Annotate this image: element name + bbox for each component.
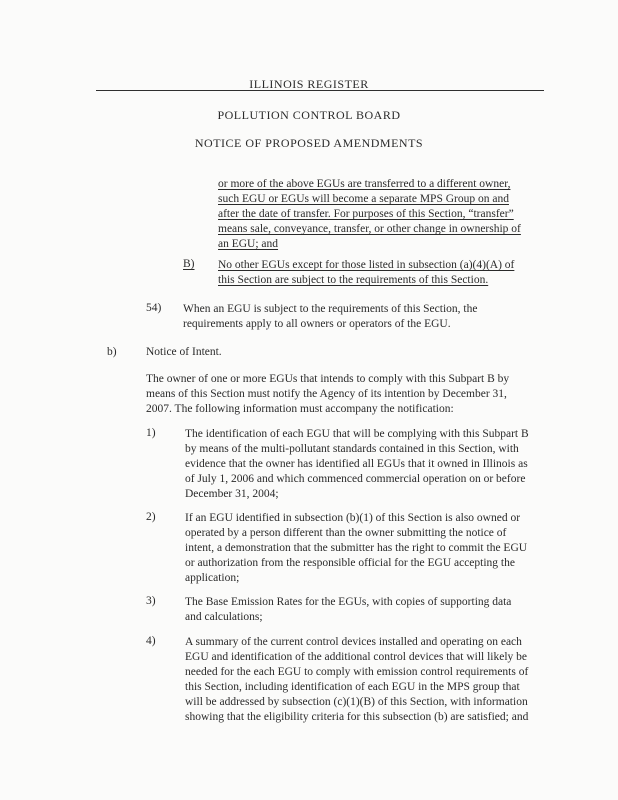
header-rule (96, 90, 544, 91)
item-4-text (185, 635, 528, 725)
text-line: this Section are subject to the requirements of this Section. (218, 274, 489, 286)
section-b-intro (146, 372, 509, 417)
text-line: No other EGUs except for those listed in subsection (a)(4)(A) of (218, 259, 515, 271)
item-54-text (183, 302, 477, 332)
text-line: or authorization from the responsible official for the EGU accepting the (185, 557, 515, 569)
item-b-text (218, 258, 514, 288)
text-line: EGU and identification of the additional control devices that will likely be (185, 651, 528, 663)
item-54-label: 54) (146, 302, 162, 314)
item-3-text (185, 595, 511, 625)
text-line: December 31, 2004; (185, 488, 279, 500)
text-line: The identification of each EGU that will be complying with this Subpart B (185, 428, 529, 440)
continued-paragraph (218, 177, 521, 252)
text-line: requirements apply to all owners or operators of the EGU. (183, 318, 451, 330)
text-line: after the date of transfer. For purposes of this Section, “transfer” (218, 208, 514, 220)
item-1-label: 1) (146, 427, 156, 439)
item-4-label: 4) (146, 635, 156, 647)
text-line: this Section, including identification of each EGU in the MPS group that (185, 681, 520, 693)
register-title: ILLINOIS REGISTER (249, 77, 369, 91)
board-title: POLLUTION CONTROL BOARD (217, 108, 401, 122)
text-line: or more of the above EGUs are transferred to a different owner, (218, 178, 511, 190)
item-2-label: 2) (146, 511, 156, 523)
text-line: The Base Emission Rates for the EGUs, with copies of supporting data (185, 596, 512, 608)
text-line: operated by a person different than the owner submitting the notice of (185, 527, 507, 539)
text-line: application; (185, 572, 240, 584)
text-line: by means of the multi-pollutant standards contained in this Section, with (185, 443, 519, 455)
text-line: an EGU; and (218, 238, 279, 250)
text-line: showing that the eligibility criteria for this subsection (b) are satisfied; and (185, 711, 529, 723)
item-2-text (185, 511, 527, 586)
text-line: evidence that the owner has identified all EGUs that it owned in Illinois as (185, 458, 528, 470)
text-line: 2007. The following information must accompany the notification: (146, 403, 454, 415)
section-b-heading: Notice of Intent. (146, 346, 222, 358)
item-b-label: B) (183, 258, 195, 270)
text-line: and calculations; (185, 611, 263, 623)
text-line: will be addressed by subsection (c)(1)(B) of this Section, with information (185, 696, 528, 708)
text-line: When an EGU is subject to the requirements of this Section, the (183, 303, 478, 315)
text-line: The owner of one or more EGUs that intends to comply with this Subpart B by (146, 373, 510, 385)
section-b-label: b) (107, 346, 117, 358)
text-line: needed for the each EGU to comply with emission control requirements of (185, 666, 529, 678)
text-line: of July 1, 2006 and which commenced commercial operation on or before (185, 473, 526, 485)
text-line: A summary of the current control devices installed and operating on each (185, 636, 522, 648)
text-line: means of this Section must notify the Agency of its intention by December 31, (146, 388, 507, 400)
text-line: means sale, conveyance, transfer, or other change in ownership of (218, 223, 521, 235)
item-3-label: 3) (146, 595, 156, 607)
item-1-text (185, 427, 529, 502)
notice-title: NOTICE OF PROPOSED AMENDMENTS (194, 136, 424, 150)
text-line: If an EGU identified in subsection (b)(1) of this Section is also owned or (185, 512, 521, 524)
text-line: such EGU or EGUs will become a separate MPS Group on and (218, 193, 509, 205)
text-line: intent, a demonstration that the submitter has the right to commit the EGU (185, 542, 528, 554)
